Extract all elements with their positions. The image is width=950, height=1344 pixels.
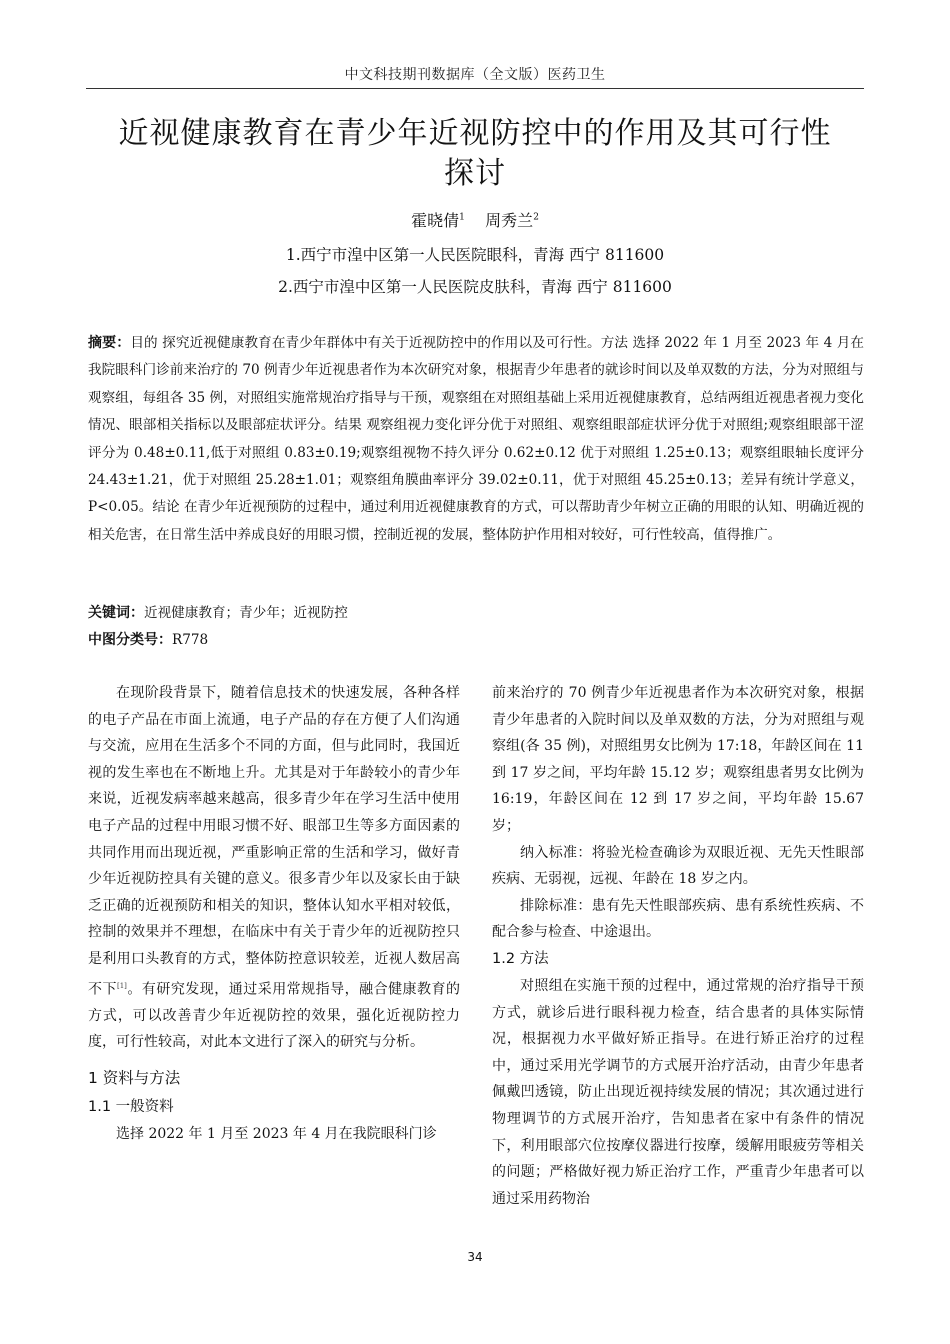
keywords (88, 600, 864, 627)
citation-ref[interactable]: [1] (116, 981, 127, 990)
left-column (88, 680, 460, 1148)
paper-title (60, 114, 890, 194)
affiliation-2: 2.西宁市湟中区第一人民医院皮肤科，青海 西宁 811600 (278, 278, 672, 296)
general-info-paragraph-cont: 前来治疗的 70 例青少年近视患者作为本次研究对象，根据青少年患者的入院时间以及单双数的方法，分为对照组与观察组(各 35 例)，对照组男女比例为 17:18，年龄区间在 11 到 17 岁之间，平均年龄 15.12 岁；观察组患者男女比例为 16:19，年龄区间在 12 到 17 岁之间，平均年龄 15.67 岁； (492, 685, 864, 834)
intro-text-tail: 。有研究发现，通过采用常规指导，融合健康教育的方式，可以改善青少年近视防控的效果，强化近视防控力度，可行性较高，对此本文进行了深入的研究与分析。 (88, 981, 461, 1051)
abstract-text: 目的 探究近视健康教育在青少年群体中有关于近视防控中的作用以及可行性。方法 选择 2022 年 1 月至 2023 年 4 月在我院眼科门诊前来治疗的 70 例青少年近视患者作为本次研究对象，根据青少年患者的就诊时间以及单双数的方法，分为对照组与观察组，每组各 35 例，对照组实施常规治疗指导与干预，观察组在对照组基础上采用近视健康教育，总结两组近视患者视力变化情况、眼部相关指标以及眼部症状评分。结果 观察组视力变化评分优于对照组、观察组眼部症状评分优于对照组;观察组眼部干涩评分为 0.48±0.11,低于对照组 0.83±0.19;观察组视物不持久评分 0.62±0.12 优于对照组 1.25±0.13；观察组眼轴长度评分 24.43±1.21，优于对照组 25.28±1.01；观察组角膜曲率评分 39.02±0.11，优于对照组 45.25±0.13；差异有统计学意义，P<0.05。结论 在青少年近视预防的过程中，通过利用近视健康教育的方式，可以帮助青少年树立正确的用眼的认知、明确近视的相关危害，在日常生活中养成良好的用眼习惯，控制近视的发展，整体防护作用相对较好，可行性较高，值得推广。 (88, 335, 865, 543)
inclusion-criteria: 纳入标准：将验光检查确诊为双眼近视、无先天性眼部疾病、无弱视，远视、年龄在 18 岁之内。 (492, 844, 864, 888)
classification (88, 627, 864, 654)
page-number: 34 (467, 1250, 483, 1264)
exclusion-criteria: 排除标准：患有先天性眼部疾病、患有系统性疾病、不配合参与检查、中途退出。 (492, 897, 864, 941)
title-line-1: 近视健康教育在青少年近视防控中的作用及其可行性 (118, 116, 832, 151)
keywords-text: 近视健康教育；青少年；近视防控 (144, 605, 348, 621)
intro-paragraph (88, 680, 460, 1056)
abstract-label: 摘要： (88, 335, 131, 351)
author-name: 霍晓倩 (411, 211, 460, 230)
title-line-2: 探讨 (444, 156, 506, 191)
section-heading-1: 1 资料与方法 (88, 1068, 181, 1087)
author-affil-mark: 1 (459, 212, 465, 223)
abstract (88, 330, 864, 549)
keywords-label: 关键词： (88, 605, 144, 621)
method-paragraph: 对照组在实施干预的过程中，通过常规的治疗指导干预方式，就诊后进行眼科视力检查，结合患者的具体实际情况，根据视力水平做好矫正指导。在进行矫正治疗的过程中，通过采用光学调节的方式展开治疗活动，由青少年患者佩戴凹透镜，防止出现近视持续发展的情况；其次通过进行物理调节的方式展开治疗，告知患者在家中有条件的情况下，利用眼部穴位按摩仪器进行按摩，缓解用眼疲劳等相关的问题；严格做好视力矫正治疗工作，严重青少年患者可以通过采用药物治 (492, 977, 864, 1207)
journal-header: 中文科技期刊数据库（全文版）医药卫生 (344, 67, 606, 83)
classification-label: 中图分类号： (88, 632, 172, 648)
section-heading-1-2: 1.2 方法 (492, 950, 549, 967)
right-column (492, 680, 864, 1212)
general-info-paragraph-start: 选择 2022 年 1 月至 2023 年 4 月在我院眼科门诊 (116, 1125, 437, 1142)
classification-code: R778 (172, 632, 209, 648)
affiliation-1: 1.西宁市湟中区第一人民医院眼科，青海 西宁 811600 (285, 246, 665, 264)
intro-text: 在现阶段背景下，随着信息技术的快速发展，各种各样的电子产品在市面上流通，电子产品的存在方便了人们沟通与交流，应用在生活多个不同的方面，但与此同时，我国近视的发生率也在不断地上升。尤其是对于年龄较小的青少年来说，近视发病率越来越高，很多青少年在学习生活中使用电子产品的过程中用眼习惯不好、眼部卫生等多方面因素的共同作用而出现近视，严重影响正常的生活和学习，做好青少年近视防控具有关键的意义。很多青少年以及家长由于缺乏正确的近视预防和相关的知识，整体认知水平相对较低，控制的效果并不理想，在临床中有关于青少年的近视防控只是利用口头教育的方式，整体防控意识较差，近视人数居高不下 (88, 685, 460, 998)
header-rule (86, 88, 864, 89)
author-name: 周秀兰 (485, 211, 534, 230)
author-affil-mark: 2 (533, 212, 539, 223)
section-heading-1-1: 1.1 一般资料 (88, 1098, 174, 1115)
author-list (0, 208, 950, 231)
